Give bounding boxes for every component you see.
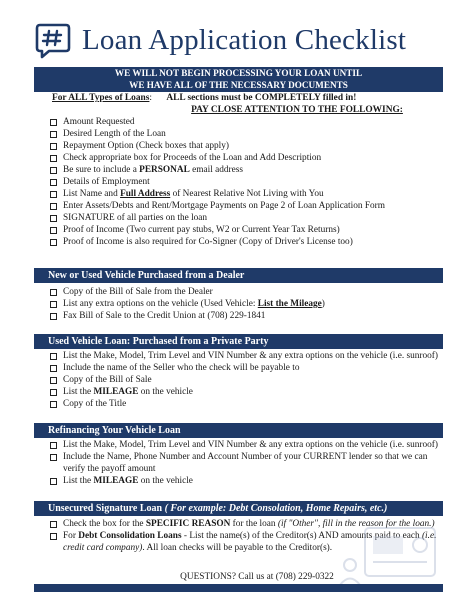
checklist-item: Repayment Option (Check boxes that apply) — [50, 141, 450, 153]
checklist-item: Copy of the Bill of Sale from the Dealer — [50, 287, 450, 299]
checkbox-icon[interactable] — [50, 143, 57, 150]
checklist-item: For Debt Consolidation Loans - List the name(s) of the Creditor(s) AND amounts paid to each (i.e. credit card company). All loan checks will be payable to the Creditor(s). — [50, 531, 450, 554]
checklist-item: Check the box for the SPECIFIC REASON for the loan (if "Other", fill in the reason for the loan.) — [50, 519, 450, 531]
checklist-item: Amount Requested — [50, 117, 450, 129]
checkbox-icon[interactable] — [50, 155, 57, 162]
checklist-item: List the MILEAGE on the vehicle — [50, 476, 450, 488]
banner-line-1: WE WILL NOT BEGIN PROCESSING YOUR LOAN UNTIL — [114, 68, 363, 78]
all-loans-label: For ALL Types of Loans — [52, 93, 150, 103]
checklist-item: Copy of the Title — [50, 399, 450, 411]
checkbox-icon[interactable] — [50, 203, 57, 210]
checklist-item: Proof of Income is also required for Co-Signer (Copy of Driver's License too) — [50, 237, 450, 249]
attention-notice: PAY CLOSE ATTENTION TO THE FOLLOWING: — [191, 104, 403, 115]
section-header-dealer: New or Used Vehicle Purchased from a Dealer — [34, 268, 443, 283]
checklist-item: Include the name of the Seller who the check will be payable to — [50, 363, 450, 375]
checklist-item: List the MILEAGE on the vehicle — [50, 387, 450, 399]
checklist-item: Copy of the Bill of Sale — [50, 375, 450, 387]
checklist-item: Details of Employment — [50, 177, 450, 189]
checkbox-icon[interactable] — [50, 167, 57, 174]
checkbox-icon[interactable] — [50, 119, 57, 126]
checkbox-icon[interactable] — [50, 215, 57, 222]
page-title: Loan Application Checklist — [82, 24, 407, 56]
checkbox-icon[interactable] — [50, 179, 57, 186]
section-header-private: Used Vehicle Loan: Purchased from a Private Party — [34, 334, 443, 349]
checkbox-icon[interactable] — [50, 301, 57, 308]
checkbox-icon[interactable] — [50, 191, 57, 198]
hash-chat-icon — [34, 22, 72, 60]
footer-bar — [34, 584, 443, 592]
checklist-item: Fax Bill of Sale to the Credit Union at (708) 229-1841 — [50, 311, 450, 323]
section-header-refinance: Refinancing Your Vehicle Loan — [34, 423, 443, 438]
banner-line-2: WE HAVE ALL OF THE NECESSARY DOCUMENTS — [129, 79, 348, 90]
checklist-item: List any extra options on the vehicle (Used Vehicle: List the Mileage) — [50, 299, 450, 311]
checklist-item: Check appropriate box for Proceeds of the Loan and Add Description — [50, 153, 450, 165]
checkbox-icon[interactable] — [50, 533, 57, 540]
checkbox-icon[interactable] — [50, 401, 57, 408]
checklist-item: Proof of Income (Two current pay stubs, W2 or Current Year Tax Returns) — [50, 225, 450, 237]
dealer-checklist — [50, 287, 450, 323]
checkbox-icon[interactable] — [50, 289, 57, 296]
checkbox-icon[interactable] — [50, 478, 57, 485]
checkbox-icon[interactable] — [50, 131, 57, 138]
checkbox-icon[interactable] — [50, 454, 57, 461]
checklist-item: List Name and Full Address of Nearest Relative Not Living with You — [50, 189, 450, 201]
checkbox-icon[interactable] — [50, 365, 57, 372]
checklist-item: Include the Name, Phone Number and Account Number of your CURRENT lender so that we can verify the payoff amount — [50, 452, 450, 475]
page-header — [34, 22, 444, 66]
processing-banner — [34, 67, 443, 92]
section-header-unsecured: Unsecured Signature Loan ( For example: Debt Consolation, Home Repairs, etc.) — [34, 501, 443, 516]
checklist-item: Be sure to include a PERSONAL email address — [50, 165, 450, 177]
checkbox-icon[interactable] — [50, 353, 57, 360]
completion-notice: ALL sections must be COMPLETELY filled in! — [166, 93, 357, 103]
checklist-item: List the Make, Model, Trim Level and VIN Number & any extra options on the vehicle (i.e. sunroof) — [50, 351, 450, 363]
refinance-checklist — [50, 440, 450, 488]
intro-block: For ALL Types of Loans: ALL sections must be COMPLETELY filled in! PAY CLOSE ATTENTION TO THE FOLLOWING: — [52, 93, 442, 116]
checkbox-icon[interactable] — [50, 377, 57, 384]
private-party-checklist — [50, 351, 450, 411]
checkbox-icon[interactable] — [50, 442, 57, 449]
all-loans-checklist — [50, 117, 450, 249]
checkbox-icon[interactable] — [50, 521, 57, 528]
checkbox-icon[interactable] — [50, 389, 57, 396]
checkbox-icon[interactable] — [50, 227, 57, 234]
checklist-item: List the Make, Model, Trim Level and VIN Number & any extra options on the vehicle (i.e. sunroof) — [50, 440, 450, 452]
questions-footer: QUESTIONS? Call us at (708) 229-0322 — [180, 572, 334, 582]
checklist-item: Enter Assets/Debts and Rent/Mortgage Payments on Page 2 of Loan Application Form — [50, 201, 450, 213]
checklist-item: Desired Length of the Loan — [50, 129, 450, 141]
checklist-item: SIGNATURE of all parties on the loan — [50, 213, 450, 225]
checkbox-icon[interactable] — [50, 239, 57, 246]
checkbox-icon[interactable] — [50, 313, 57, 320]
